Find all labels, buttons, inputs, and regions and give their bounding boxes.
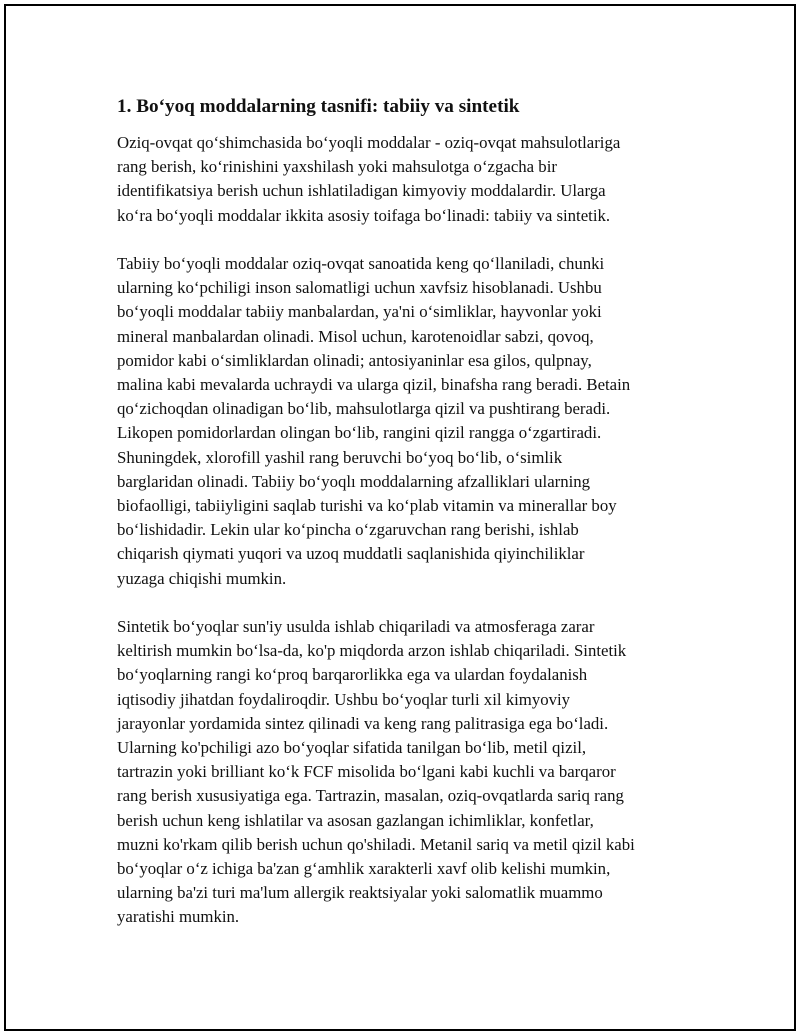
text-line: biofaolligi, tabiiyligini saqlab turishi va ko‘plab vitamin va minerallar boy xyxy=(117,496,617,516)
text-line: Oziq-ovqat qo‘shimchasida bo‘yoqli moddalar - oziq-ovqat mahsulotlariga xyxy=(117,133,621,152)
text-line: ularning ko‘pchiligi inson salomatligi uchun xavfsiz hisoblanadi. Ushbu xyxy=(117,278,602,298)
text-line: keltirish mumkin bo‘lsa-da, ko'p miqdorda arzon ishlab chiqariladi. Sintetik xyxy=(117,641,627,661)
text-line: identifikatsiya berish uchun ishlatiladigan kimyoviy moddalardir. Ularga xyxy=(117,181,606,201)
text-line: ularning ba'zi turi ma'lum allergik reaktsiyalar yoki salomatlik muammo xyxy=(117,883,603,903)
natural-dyes-paragraph xyxy=(117,252,689,591)
text-line: bo‘lishidadir. Lekin ular ko‘pincha o‘zgaruvchan rang berishi, ishlab xyxy=(117,520,579,540)
text-line: Ularning ko'pchiligi azo bo‘yoqlar sifatida tanilgan bo‘lib, metil qizil, xyxy=(117,738,587,758)
text-line: tartrazin yoki brilliant ko‘k FCF misolida bo‘lgani kabi kuchli va barqaror xyxy=(117,762,616,782)
paragraphs-container xyxy=(117,131,689,930)
text-line: ko‘ra bo‘yoqli moddalar ikkita asosiy toifaga bo‘linadi: tabiiy va sintetik. xyxy=(117,205,611,225)
text-line: Sintetik bo‘yoqlar sun'iy usulda ishlab chiqariladi va atmosferaga zarar xyxy=(117,617,595,637)
synthetic-dyes-paragraph xyxy=(117,615,689,930)
text-line: rang berish, ko‘rinishini yaxshilash yoki mahsulotga o‘zgacha bir xyxy=(117,157,557,177)
text-line: jarayonlar yordamida sintez qilinadi va keng rang palitrasiga ega bo‘ladi. xyxy=(117,713,609,733)
text-line: malina kabi mevalarda uchraydi va ularga qizil, binafsha rang beradi. Betain xyxy=(117,375,631,395)
text-line: berish uchun keng ishlatilar va asosan gazlangan ichimliklar, konfetlar, xyxy=(117,810,594,830)
text-line: qo‘zichoqdan olinadigan bo‘lib, mahsulotlarga qizil va pushtirang beradi. xyxy=(117,399,611,419)
text-line: pomidor kabi o‘simliklardan olinadi; antosiyaninlar esa gilos, qulpnay, xyxy=(117,350,592,370)
intro-paragraph xyxy=(117,131,689,228)
section-heading: 1. Bo‘yoq moddalarning tasnifi: tabiiy va sintetik xyxy=(117,96,520,117)
text-line: rang berish xususiyatiga ega. Tartrazin, masalan, oziq-ovqatlarda sariq rang xyxy=(117,786,624,806)
text-line: yuzaga chiqishi mumkin. xyxy=(117,568,287,588)
text-line: Shuningdek, xlorofill yashil rang beruvchi bo‘yoq bo‘lib, o‘simlik xyxy=(117,447,563,467)
text-line: iqtisodiy jihatdan foydaliroqdir. Ushbu bo‘yoqlar turli xil kimyoviy xyxy=(117,689,571,709)
text-line: mineral manbalardan olinadi. Misol uchun, karotenoidlar sabzi, qovoq, xyxy=(117,326,594,346)
text-line: bo‘yoqli moddalar tabiiy manbalardan, ya'ni o‘simliklar, hayvonlar yoki xyxy=(117,302,602,322)
text-line: barglaridan olinadi. Tabiiy bo‘yoqlı moddalarning afzalliklari ularning xyxy=(117,471,591,491)
text-line: bo‘yoqlar o‘z ichiga ba'zan g‘amhlik xarakterli xavf olib kelishi mumkin, xyxy=(117,859,611,879)
text-line: chiqarish qiymati yuqori va uzoq muddatli saqlanishida qiyinchiliklar xyxy=(117,544,585,564)
text-line: Tabiiy bo‘yoqli moddalar oziq-ovqat sanoatida keng qo‘llaniladi, chunki xyxy=(117,254,605,273)
text-line: yaratishi mumkin. xyxy=(117,907,240,927)
text-line: Likopen pomidorlardan olingan bo‘lib, rangini qizil rangga o‘zgartiradi. xyxy=(117,423,602,443)
text-line: bo‘yoqlarning rangi ko‘proq barqarorlikka ega va ulardan foydalanish xyxy=(117,665,588,685)
document-body xyxy=(117,94,689,954)
text-line: muzni ko'rkam qilib berish uchun qo'shiladi. Metanil sariq va metil qizil kabi xyxy=(117,834,635,854)
